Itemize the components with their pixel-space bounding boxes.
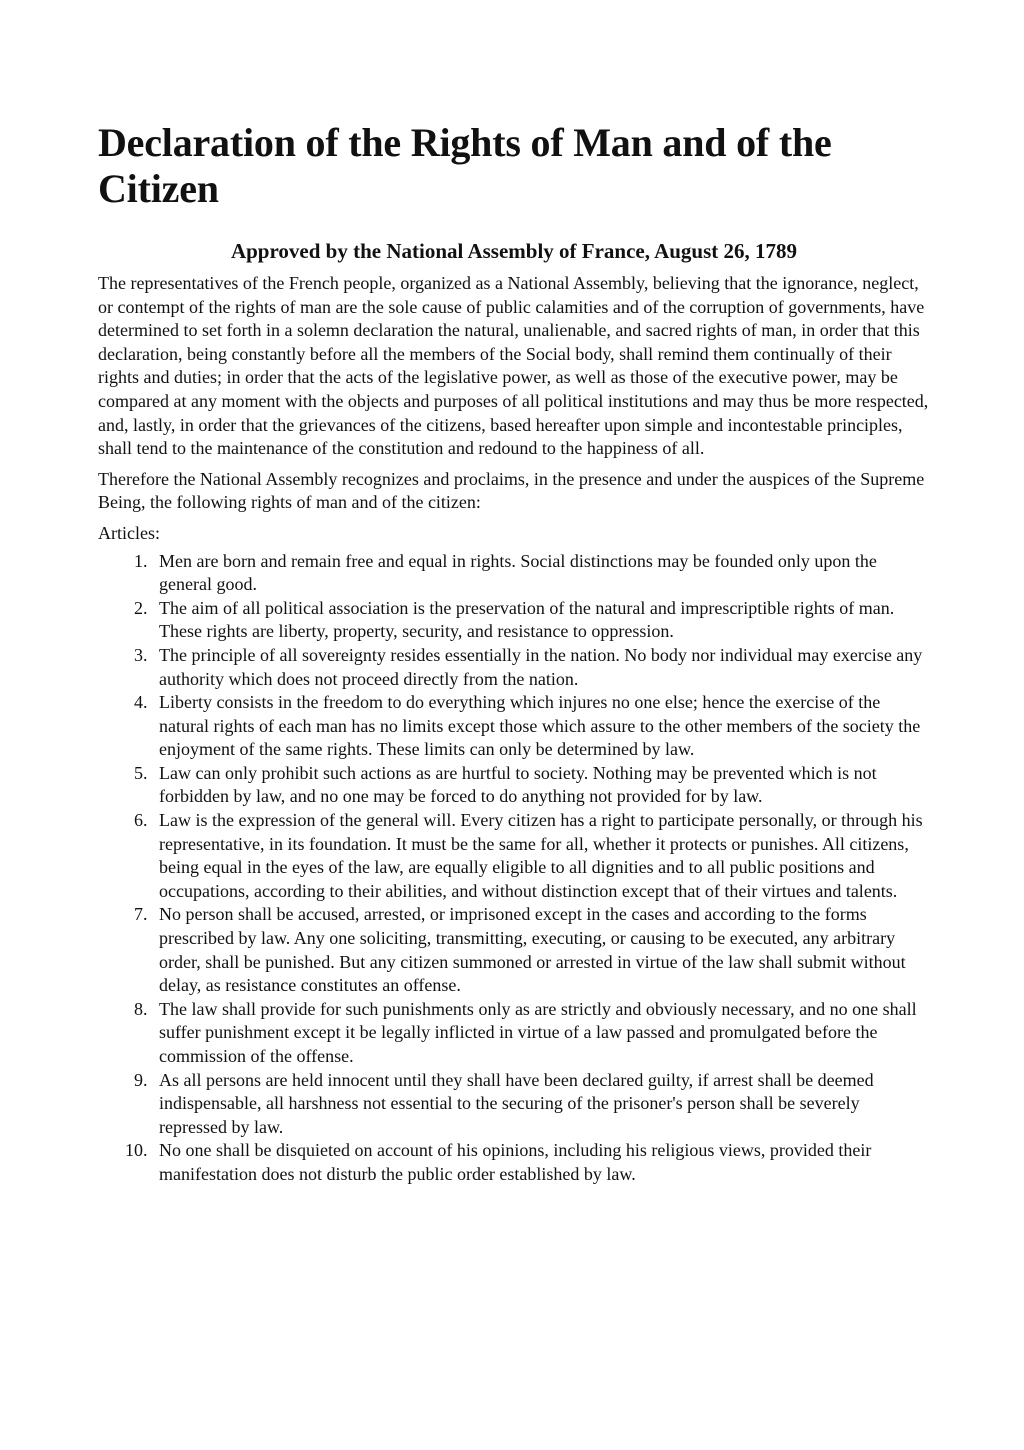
preamble-paragraph: Therefore the National Assembly recognizes and proclaims, in the presence and under the auspices of the Supreme Being, the following rights of man and of the citizen: <box>98 468 925 513</box>
article-text: Liberty consists in the freedom to do everything which injures no one else; hence the exercise of the natural rights of each man has no limits except those which assure to the other members of the society the enjoyment of the same rights. These limits can only be determined by law. <box>159 692 921 760</box>
article-text: The aim of all political association is the preservation of the natural and imprescriptible rights of man. These rights are liberty, property, security, and resistance to oppression. <box>159 597 895 642</box>
article-text: The principle of all sovereignty resides essentially in the nation. No body nor individual may exercise any authority which does not proceed directly from the nation. <box>159 644 923 689</box>
article-item <box>98 762 930 809</box>
articles-list <box>98 550 930 1187</box>
article-item <box>98 644 930 691</box>
article-item <box>98 998 930 1069</box>
article-number: 5. <box>134 762 148 783</box>
article-text: As all persons are held innocent until they shall have been declared guilty, if arrest shall be deemed indispensable, all harshness not essential to the securing of the prisoner's person shall be severely repressed by law. <box>159 1069 874 1137</box>
article-number: 8. <box>134 998 148 1019</box>
article-text: Men are born and remain free and equal in rights. Social distinctions may be founded only upon the general good. <box>159 550 877 595</box>
article-number: 4. <box>134 692 148 713</box>
article-text: The law shall provide for such punishments only as are strictly and obviously necessary, and no one shall suffer punishment except it be legally inflicted in virtue of a law passed and promulgated before the commission of the offense. <box>159 998 917 1066</box>
article-number: 3. <box>134 644 148 665</box>
article-item <box>98 1069 930 1140</box>
article-item <box>98 691 930 762</box>
article-item <box>98 903 930 997</box>
articles-label: Articles: <box>98 522 160 543</box>
document-page <box>98 120 930 1187</box>
article-item <box>98 597 930 644</box>
article-text: No one shall be disquieted on account of his opinions, including his religious views, provided their manifestation does not disturb the public order established by law. <box>159 1140 872 1184</box>
article-text: No person shall be accused, arrested, or imprisoned except in the cases and according to the forms prescribed by law. Any one soliciting, transmitting, executing, or causing to be executed, any arbitrary order, shall be punished. But any citizen summoned or arrested in virtue of the law shall submit without delay, as resistance constitutes an offense. <box>159 904 906 996</box>
article-text: Law can only prohibit such actions as are hurtful to society. Nothing may be prevented which is not forbidden by law, and no one may be forced to do anything not provided for by law. <box>159 762 877 807</box>
article-item <box>98 809 930 903</box>
article-item <box>98 1139 930 1186</box>
article-number: 2. <box>134 597 148 618</box>
article-number: 1. <box>134 550 148 571</box>
article-number: 7. <box>134 904 148 925</box>
article-text: Law is the expression of the general will. Every citizen has a right to participate personally, or through his representative, in its foundation. It must be the same for all, whether it protects or punishes. All citizens, being equal in the eyes of the law, are equally eligible to all dignities and to all public positions and occupations, according to their abilities, and without distinction except that of their virtues and talents. <box>159 810 923 901</box>
article-number: 9. <box>134 1069 148 1090</box>
article-number: 10. <box>125 1140 148 1161</box>
article-number: 6. <box>134 810 148 831</box>
article-item <box>98 550 930 597</box>
preamble-paragraph: The representatives of the French people, organized as a National Assembly, believing that the ignorance, neglect, or contempt of the rights of man are the sole cause of public calamities and of the corruption of governments, have determined to set forth in a solemn declaration the natural, unalienable, and sacred rights of man, in order that this declaration, being constantly before all the members of the Social body, shall remind them continually of their rights and duties; in order that the acts of the legislative power, as well as those of the executive power, may be compared at any moment with the objects and purposes of all political institutions and may thus be more respected, and, lastly, in order that the grievances of the citizens, based hereafter upon simple and incontestable principles, shall tend to the maintenance of the constitution and redound to the happiness of all. <box>98 273 929 459</box>
document-title: Declaration of the Rights of Man and of the Citizen <box>98 120 832 211</box>
document-subtitle: Approved by the National Assembly of France, August 26, 1789 <box>230 239 798 263</box>
